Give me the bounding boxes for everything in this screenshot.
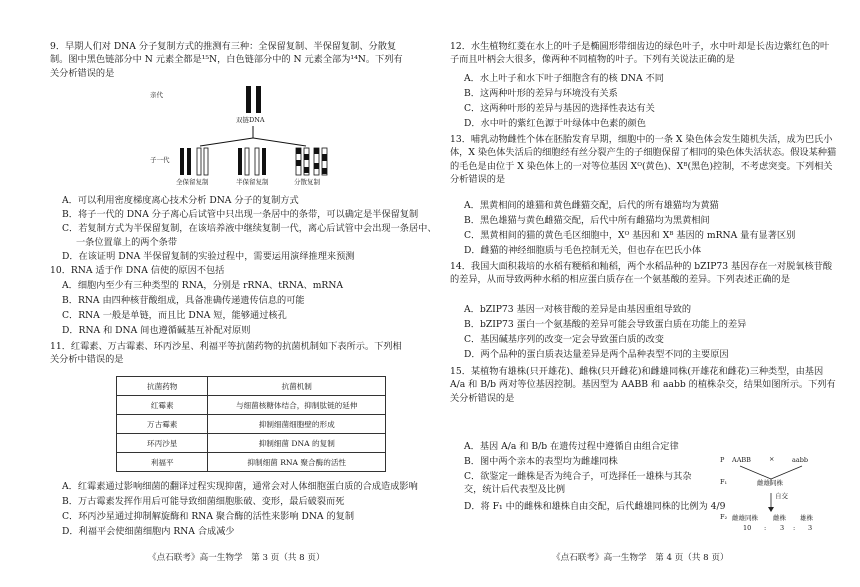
table-cell: 万古霉素 — [117, 415, 208, 434]
cross-f1-label: F₁ — [720, 478, 728, 486]
table-cell: 利福平 — [117, 453, 208, 472]
q14-option-a: A．bZIP73 基因一对核苷酸的差异是由基因重组导致的 — [464, 304, 692, 315]
right-footer: 《点石联考》高一生物学 第 4 页（共 8 页） — [552, 553, 729, 563]
question-10-stem: 10．RNA 适于作 DNA 信使的原因不包括 — [50, 265, 225, 276]
cross-p-label: P — [720, 456, 725, 464]
q11-option-a: A．红霉素通过影响细菌的翻译过程实现抑菌，通常会对人体细胞蛋白质的合成造成影响 — [62, 481, 418, 492]
question-13-stem: 13．哺乳动物雌性个体在胚胎发育早期，细胞中的一条 X 染色体会发生随机失活，成为巴氏小体，X 染色体失活后的细胞经有丝分裂产生的子细胞保留了相同的染色体失活状态。假设某种猫的毛色是由位于 X 染色体上的一对等位基因 Xᴼ(黄色)、Xᴮ(黑色)控制，不考虑突变。下列相关分析错误的是 — [450, 134, 837, 185]
q9-option-a: A．可以利用密度梯度离心技术分析 DNA 分子的复制方式 — [62, 195, 299, 206]
q12-option-c: C．这两种叶形的差异与基因的选择性表达有关 — [464, 103, 655, 114]
table-header-row — [117, 377, 386, 396]
cross-parent-1: AABB — [732, 456, 751, 464]
cross-ratio-sep-1: : — [764, 524, 767, 532]
q11-option-b: B．万古霉素发挥作用后可能导致细菌细胞胀破、变形，最后破裂而死 — [62, 496, 345, 507]
q14-option-c: C．基因碱基序列的改变一定会导致蛋白质的改变 — [464, 334, 664, 345]
left-footer: 《点石联考》高一生物学 第 3 页（共 8 页） — [148, 553, 325, 563]
q9-option-c-cont: 一条位置靠上的两个条带 — [76, 237, 178, 248]
q10-option-c: C．RNA 一般是单链，而且比 DNA 短，能够通过核孔 — [62, 310, 287, 321]
q15-option-d: D．将 F₁ 中的雌株和雄株自由交配，后代雌雄同株的比例为 4/9 — [464, 501, 726, 512]
dispersive-label: 分散复制 — [294, 178, 320, 186]
cross-f2-label: F₂ — [720, 513, 728, 521]
cross-ratio-3: 3 — [808, 524, 813, 532]
q15-option-c: C．欲鉴定一雌株是否为纯合子，可选择任一雄株与其杂交，统计后代表型及比例 — [464, 471, 692, 496]
dispersive-replication-strands — [296, 148, 327, 175]
table-cell: 抑制细菌 RNA 聚合酶的活性 — [208, 453, 386, 472]
dna-label: 双链DNA — [236, 116, 265, 124]
q11-option-c: C．环丙沙星通过抑制解旋酶和 RNA 聚合酶的活性来影响 DNA 的复制 — [62, 511, 355, 522]
table-row — [117, 415, 386, 434]
table-row — [117, 396, 386, 415]
q9-option-c: C．若复制方式为半保留复制，在该培养液中继续复制一代，离心后试管中会出现一条居中、 — [62, 223, 437, 234]
q13-option-d: D．雌猫的神经细胞质与毛色控制无关，但也存在巴氏小体 — [464, 245, 702, 256]
parent-strand-2 — [256, 86, 261, 113]
q14-option-b: B．bZIP73 蛋白一个氨基酸的差异可能会导致蛋白质在功能上的差异 — [464, 319, 747, 330]
q15-option-b: B．图中两个亲本的表型均为雌雄同株 — [464, 456, 618, 467]
cross-parent-2: aabb — [792, 456, 809, 464]
question-12-stem: 12．水生植物红菱在水上的叶子是椭圆形带细齿边的绿色叶子，水中叶却是长齿边紫红色的叶子而且叶柄会大很多，像两种不同植物的叶子。下列有关说法正确的是 — [450, 41, 830, 66]
parent-label: 亲代 — [150, 91, 163, 99]
table-cell: 抑制细菌细胞壁的形成 — [208, 415, 386, 434]
conservative-replication-strands — [180, 148, 208, 175]
table-row — [117, 434, 386, 453]
table-row — [117, 453, 386, 472]
table-cell: 抑制细菌 DNA 的复制 — [208, 434, 386, 453]
q12-option-a: A．水上叶子和水下叶子细胞含有的核 DNA 不同 — [464, 73, 664, 84]
question-11-stem: 11．红霉素、万古霉素、环丙沙星、利福平等抗菌药物的抗菌机制如下表所示。下列相关分析中错误的是 — [50, 341, 402, 366]
antibiotic-table — [116, 376, 386, 472]
right-page — [430, 0, 860, 587]
table-cell: 与细菌核糖体结合，抑制肽链的延伸 — [208, 396, 386, 415]
cross-f1-phenotype: 雌雄同株 — [757, 479, 783, 487]
arrow-left — [200, 138, 253, 146]
question-14-stem: 14．我国大面积栽培的水稻有粳稻和籼稻，两个水稻品种的 bZIP73 基因存在一对脱氧核苷酸的差异，从而导致两种水稻的相应蛋白质存在一个氨基酸的差异。下列表述正确的是 — [450, 261, 833, 286]
q14-option-d: D．两个品种的蛋白质表达量差异是两个品种表型不同的主要原因 — [464, 349, 729, 360]
semiconservative-label: 半保留复制 — [236, 178, 269, 186]
cross-ratio-sep-2: : — [793, 524, 796, 532]
table-header-mechanism: 抗菌机制 — [208, 377, 386, 396]
q13-option-b: B．黑色雄猫与黄色雌猫交配，后代中所有雌猫均为黑黄相间 — [464, 215, 710, 226]
arrow-right — [253, 138, 306, 146]
cross-f2-pheno-3: 雄株 — [800, 514, 813, 522]
table-cell: 环丙沙星 — [117, 434, 208, 453]
q10-option-a: A．细胞内至少有三种类型的 RNA，分别是 rRNA、tRNA、mRNA — [62, 280, 344, 291]
cross-f2-pheno-1: 雌雄同株 — [732, 514, 758, 522]
cross-selfing-label: 自交 — [775, 492, 788, 500]
q15-option-a: A．基因 A/a 和 B/b 在遗传过程中遵循自由组合定律 — [464, 441, 679, 452]
q12-option-d: D．水中叶的紫红色源于叶绿体中色素的颜色 — [464, 118, 646, 129]
child-label: 子一代 — [150, 156, 170, 164]
cross-ratio-1: 10 — [743, 524, 752, 532]
table-cell: 红霉素 — [117, 396, 208, 415]
semiconservative-replication-strands — [238, 148, 266, 175]
cross-arrows — [720, 463, 820, 518]
q13-option-a: A．黑黄相间的雄猫和黄色雌猫交配，后代的所有雄猫均为黄猫 — [464, 200, 719, 211]
q12-option-b: B．这两种叶形的差异与环境没有关系 — [464, 88, 618, 99]
cross-f2-pheno-2: 雌株 — [773, 514, 786, 522]
conservative-label: 全保留复制 — [176, 178, 209, 186]
cross-symbol: × — [769, 455, 775, 463]
q10-option-d: D．RNA 和 DNA 间也遵循碱基互补配对原则 — [62, 325, 251, 336]
question-9-stem: 9．早期人们对 DNA 分子复制方式的推测有三种：全保留复制、半保留复制、分散复制。图中黑色链部分中 N 元素全都是¹⁵N，白色链部分中的 N 元素全部为¹⁴N。下列有关分析错误的是 — [50, 41, 403, 79]
cross-ratio-2: 3 — [780, 524, 785, 532]
q9-option-b: B．将子一代的 DNA 分子离心后试管中只出现一条居中的条带，可以确定是半保留复制 — [62, 209, 419, 220]
parent-strand-1 — [246, 86, 251, 113]
table-header-drug: 抗菌药物 — [117, 377, 208, 396]
q9-option-d: D．在该证明 DNA 半保留复制的实验过程中，需要运用演绎推理来预测 — [62, 251, 355, 262]
q13-option-c: C．黑黄相间的猫的黄色毛区细胞中，Xᴼ 基因和 Xᴮ 基因的 mRNA 量有显著区别 — [464, 230, 796, 241]
question-15-stem: 15．某植物有雄株(只开雄花)、雌株(只开雌花)和雌雄同株(开雄花和雌花)三种类型，由基因 A/a 和 B/b 两对等位基因控制。基因型为 AABB 和 aabb 的植株杂交，结果如图所示。下列有关分析错误的是 — [450, 366, 836, 404]
dna-replication-figure — [150, 78, 340, 193]
q11-option-d: D．利福平会使细菌细胞内 RNA 合成减少 — [62, 526, 235, 537]
q10-option-b: B．RNA 由四种核苷酸组成，具备准确传递遗传信息的可能 — [62, 295, 305, 306]
